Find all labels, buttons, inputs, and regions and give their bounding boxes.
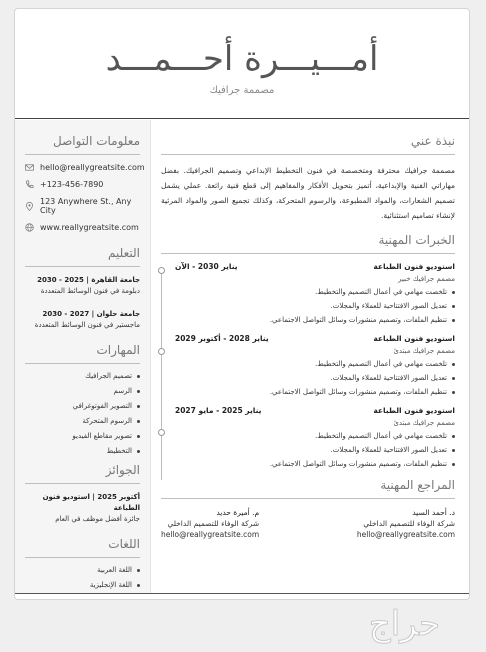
skills-list — [25, 372, 140, 455]
contact-website — [25, 223, 140, 232]
job-task: تعديل الصور الافتتاحية للعملاء والمجلات. — [175, 446, 455, 454]
reference-name: د. أحمد السيد — [412, 508, 455, 517]
divider — [161, 253, 455, 254]
divider — [25, 483, 140, 484]
divider — [25, 363, 140, 364]
job-entry — [175, 334, 455, 396]
main-content — [161, 120, 455, 599]
job-role: مصمم جرافيك خبير — [398, 275, 455, 283]
award-item — [25, 492, 140, 525]
skill-item: التصوير الفوتوغرافي — [25, 402, 140, 410]
award-desc: جائزة أفضل موظف في العام — [55, 515, 140, 523]
contact-website-text[interactable]: www.reallygreatsite.com — [40, 223, 139, 232]
education-item — [25, 309, 140, 331]
divider — [25, 154, 140, 155]
resume-header — [15, 9, 469, 119]
awards-title: الجوائز — [105, 463, 140, 477]
job-date: يناير 2028 - أكتوبر 2029 — [175, 334, 269, 343]
education-head: جامعة حلوان | 2027 - 2030 — [42, 310, 140, 318]
reference-org: شركة الوفاء للتصميم الداخلي — [167, 519, 260, 528]
job-role: مصمم جرافيك مبتدئ — [393, 347, 455, 355]
reference-email[interactable]: hello@reallygreatsite.com — [356, 530, 455, 539]
references-title: المراجع المهنية — [380, 478, 455, 492]
job-company: استوديو فنون الطباعة — [373, 334, 455, 343]
reference-name: م. أميرة حديد — [216, 508, 260, 517]
divider — [161, 498, 455, 499]
references-list — [161, 507, 455, 540]
reference-item — [357, 507, 455, 540]
mail-icon — [25, 163, 34, 172]
divider — [25, 266, 140, 267]
job-task: تنظيم الملفات، وتصميم منشورات وسائل التواصل الاجتماعي. — [175, 460, 455, 468]
contact-phone — [25, 180, 140, 189]
award-head: أكتوبر 2025 | استوديو فنون الطباعة — [42, 493, 140, 512]
education-title: التعليم — [108, 246, 140, 260]
job-date: يناير 2025 - مايو 2027 — [175, 406, 262, 415]
location-pin-icon — [25, 202, 34, 211]
job-task: تنظيم الملفات، وتصميم منشورات وسائل التواصل الاجتماعي. — [175, 316, 455, 324]
person-name: أمـــيـــرة أحـــمـــد — [105, 39, 379, 79]
experience-title: الخبرات المهنية — [378, 233, 455, 247]
job-task: تعديل الصور الافتتاحية للعملاء والمجلات. — [175, 302, 455, 310]
contact-address-text: 123 Anywhere St., Any City — [40, 197, 132, 215]
job-tasks — [175, 432, 455, 468]
job-task: تلخصت مهامي في أعمال التصميم والتخطيط. — [175, 288, 455, 296]
contact-phone-text: +123-456-7890 — [40, 180, 104, 189]
job-tasks — [175, 288, 455, 324]
reference-item — [161, 507, 259, 540]
divider — [25, 557, 140, 558]
education-desc: دبلومة في فنون الوسائط المتعددة — [40, 287, 140, 295]
language-item: اللغة الإنجليزية — [25, 581, 140, 589]
contact-title: معلومات التواصل — [52, 134, 140, 148]
skill-item: الرسوم المتحركة — [25, 417, 140, 425]
job-role: مصمم جرافيك مبتدئ — [393, 419, 455, 427]
skill-item: الرسم — [25, 387, 140, 395]
contact-email-text[interactable]: hello@reallygreatsite.com — [40, 163, 145, 172]
about-title: نبذة عني — [410, 134, 455, 148]
language-item: اللغة العربية — [25, 566, 140, 574]
globe-icon — [25, 223, 34, 232]
languages-title: اللغات — [108, 537, 140, 551]
job-task: تعديل الصور الافتتاحية للعملاء والمجلات. — [175, 374, 455, 382]
reference-email[interactable]: hello@reallygreatsite.com — [161, 530, 260, 539]
skills-title: المهارات — [96, 343, 140, 357]
reference-org: شركة الوفاء للتصميم الداخلي — [363, 519, 455, 528]
job-date: يناير 2030 - الآن — [175, 262, 238, 271]
about-text: مصممة جرافيك محترفة ومتخصصة في فنون التخطيط الإبداعي وتصميم الجرافيك. بفضل مهاراتي الفنية والإبداعية، أتميز بتحويل الأفكار والمفاهيم إلى قطع فنية رائعة. عملي يشمل تصميم الشعارات، والمواد المطبوعة، والرسوم المتحركة، وكذلك تجميع الصور والمواد المرئية لإنشاء تصاميم استثنائية. — [161, 166, 455, 220]
job-task: تنظيم الملفات، وتصميم منشورات وسائل التواصل الاجتماعي. — [175, 388, 455, 396]
divider — [161, 154, 455, 155]
resume-sheet — [14, 8, 470, 600]
skill-item: التخطيط — [25, 447, 140, 455]
job-company: استوديو فنون الطباعة — [373, 262, 455, 271]
site-watermark: حراج — [368, 604, 440, 644]
footer-rule — [15, 593, 469, 599]
education-desc: ماجستير في فنون الوسائط المتعددة — [34, 321, 140, 329]
person-role: مصممة جرافيك — [209, 85, 275, 96]
job-entry — [175, 406, 455, 468]
job-company: استوديو فنون الطباعة — [373, 406, 455, 415]
contact-email — [25, 163, 145, 172]
phone-icon — [25, 180, 34, 189]
job-tasks — [175, 360, 455, 396]
resume-body — [15, 120, 469, 599]
job-task: تلخصت مهامي في أعمال التصميم والتخطيط. — [175, 432, 455, 440]
contact-address — [25, 197, 140, 215]
sidebar — [15, 120, 151, 599]
education-head: جامعة القاهرة | 2025 - 2030 — [37, 276, 140, 284]
job-entry — [175, 262, 455, 324]
education-item — [25, 275, 140, 297]
skill-item: تصوير مقاطع الفيديو — [25, 432, 140, 440]
skill-item: تصميم الجرافيك — [25, 372, 140, 380]
job-task: تلخصت مهامي في أعمال التصميم والتخطيط. — [175, 360, 455, 368]
